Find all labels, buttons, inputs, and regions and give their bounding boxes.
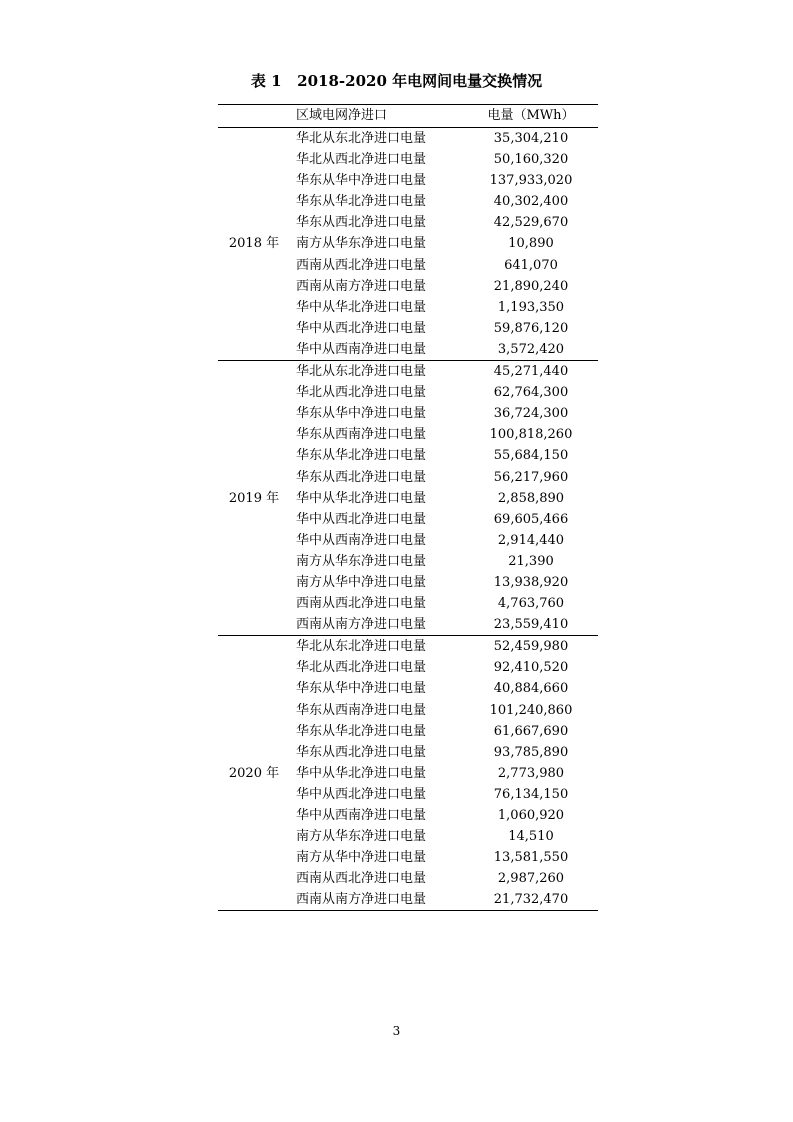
year-cell: 2019 年 xyxy=(218,361,290,636)
region-cell: 西南从西北净进口电量 xyxy=(296,871,427,887)
region-cell: 华中从西南净进口电量 xyxy=(296,341,427,357)
header-region: 区域电网净进口 xyxy=(290,105,464,128)
value-cell: 35,304,210 xyxy=(493,131,569,146)
value-cell: 76,134,150 xyxy=(493,786,569,802)
region-cell: 华中从华北净进口电量 xyxy=(296,765,427,781)
region-cell: 华东从华中净进口电量 xyxy=(296,406,427,422)
value-cell: 2,773,980 xyxy=(497,765,565,781)
region-cell: 南方从华东净进口电量 xyxy=(296,829,427,845)
table-body xyxy=(218,128,598,911)
region-cell: 西南从南方净进口电量 xyxy=(296,617,427,633)
value-cell: 23,559,410 xyxy=(493,617,569,633)
region-cell: 华东从西北净进口电量 xyxy=(296,469,427,485)
region-cell: 西南从南方净进口电量 xyxy=(296,278,427,294)
region-cell: 华北从东北净进口电量 xyxy=(290,361,464,383)
region-cell: 西南从西北净进口电量 xyxy=(296,596,427,612)
table-header-row xyxy=(218,105,598,128)
region-cell: 华北从西北净进口电量 xyxy=(296,152,427,168)
value-cell: 21,390 xyxy=(508,553,554,569)
value-cell: 92,410,520 xyxy=(493,660,569,676)
value-cell: 13,938,920 xyxy=(493,574,569,590)
value-cell: 42,529,670 xyxy=(493,215,569,231)
table-row xyxy=(218,361,598,383)
value-cell: 2,858,890 xyxy=(497,490,565,506)
power-exchange-table xyxy=(218,104,598,911)
region-cell: 华东从西南净进口电量 xyxy=(296,427,427,443)
region-cell: 南方从华中净进口电量 xyxy=(296,850,427,866)
year-cell: 2020 年 xyxy=(218,636,290,911)
value-cell: 3,572,420 xyxy=(497,341,565,357)
region-cell: 华东从华北净进口电量 xyxy=(296,723,427,739)
year-cell: 2018 年 xyxy=(228,236,280,252)
table-row xyxy=(218,128,598,150)
region-cell: 南方从华东净进口电量 xyxy=(296,236,427,252)
value-cell: 14,510 xyxy=(508,829,554,845)
value-cell: 93,785,890 xyxy=(493,744,569,760)
region-cell: 华东从华中净进口电量 xyxy=(296,681,427,697)
region-cell: 华中从西南净进口电量 xyxy=(296,808,427,823)
value-cell: 4,763,760 xyxy=(497,596,565,612)
value-cell: 21,890,240 xyxy=(493,278,569,294)
table-row xyxy=(218,636,598,658)
region-cell: 华中从西北净进口电量 xyxy=(296,320,427,336)
value-cell: 45,271,440 xyxy=(464,361,598,383)
table-caption: 表 1 2018-2020 年电网间电量交换情况 xyxy=(250,72,543,90)
region-cell: 华中从西南净进口电量 xyxy=(296,532,427,548)
region-cell: 华中从华北净进口电量 xyxy=(296,299,427,315)
value-cell: 10,890 xyxy=(508,236,554,252)
region-cell: 华北从西北净进口电量 xyxy=(296,385,427,401)
region-cell: 华北从西北净进口电量 xyxy=(296,660,427,676)
value-cell: 13,581,550 xyxy=(493,850,569,866)
value-cell: 100,818,260 xyxy=(489,427,573,443)
region-cell: 南方从华中净进口电量 xyxy=(296,574,427,590)
value-cell: 101,240,860 xyxy=(489,702,573,718)
region-cell: 华东从华中净进口电量 xyxy=(296,173,427,189)
value-cell: 137,933,020 xyxy=(489,173,573,189)
region-cell: 西南从西北净进口电量 xyxy=(296,257,427,273)
region-cell: 华中从西北净进口电量 xyxy=(296,511,427,527)
value-cell: 36,724,300 xyxy=(493,406,569,422)
value-cell: 59,876,120 xyxy=(493,320,569,336)
header-year xyxy=(218,105,290,128)
region-cell: 华东从华北净进口电量 xyxy=(296,194,427,210)
value-cell: 62,764,300 xyxy=(493,385,569,401)
value-cell: 1,060,920 xyxy=(497,808,565,823)
value-cell: 21,732,470 xyxy=(493,892,569,908)
value-cell: 641,070 xyxy=(504,257,558,273)
value-cell: 2,914,440 xyxy=(497,532,565,548)
region-cell: 西南从南方净进口电量 xyxy=(296,892,427,908)
value-cell: 50,160,320 xyxy=(493,152,569,168)
region-cell: 华北从东北净进口电量 xyxy=(290,636,464,658)
region-cell: 华东从西南净进口电量 xyxy=(296,702,427,718)
value-cell: 40,884,660 xyxy=(493,681,569,697)
region-cell: 华中从西北净进口电量 xyxy=(296,786,427,802)
value-cell: 40,302,400 xyxy=(493,194,569,210)
page-number: 3 xyxy=(392,1024,401,1038)
region-cell: 华东从西北净进口电量 xyxy=(296,744,427,760)
region-cell: 南方从华东净进口电量 xyxy=(296,553,427,569)
region-cell: 华东从西北净进口电量 xyxy=(296,215,427,231)
header-value: 电量（MWh） xyxy=(464,105,598,128)
value-cell: 56,217,960 xyxy=(493,469,569,485)
region-cell: 华北从东北净进口电量 xyxy=(296,131,427,146)
region-cell: 华中从华北净进口电量 xyxy=(296,490,427,506)
value-cell: 55,684,150 xyxy=(493,448,569,464)
value-cell: 1,193,350 xyxy=(497,299,565,315)
region-cell: 华东从华北净进口电量 xyxy=(296,448,427,464)
value-cell: 52,459,980 xyxy=(464,636,598,658)
value-cell: 61,667,690 xyxy=(493,723,569,739)
value-cell: 69,605,466 xyxy=(493,511,569,527)
value-cell: 2,987,260 xyxy=(497,871,565,887)
